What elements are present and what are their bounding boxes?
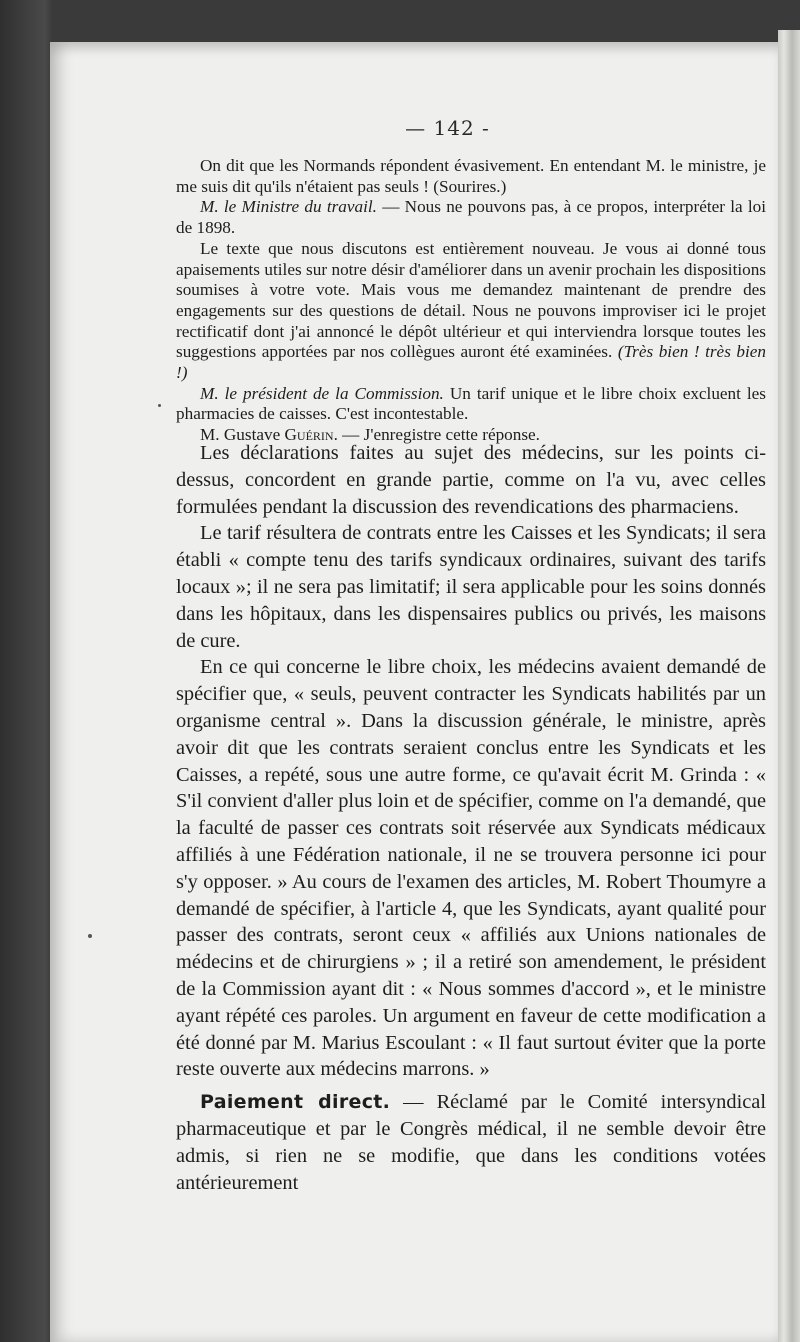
page-number: — 142 - [405, 116, 490, 140]
speaker-commission-president: M. le président de la Commission. [200, 383, 444, 403]
excerpt-paragraph-4 [176, 384, 766, 425]
speaker-guerin-prefix: M. Gustave [200, 425, 285, 445]
page-edge [778, 30, 800, 1342]
speaker-minister: M. le Ministre du travail. [200, 197, 377, 217]
applause-note: (Très bien ! très bien !) [176, 342, 767, 383]
excerpt-paragraph-1: On dit que les Normands répondent évasivement. En entendant M. le ministre, je me suis dit qu'ils n'étaient pas seuls ! (Sourires.) [176, 156, 766, 196]
speaker-guerin-surname: Guérin [284, 425, 334, 445]
excerpt-paragraph-2 [176, 197, 766, 238]
ink-speck [158, 404, 161, 407]
direct-payment-text: — Réclamé par le Comité intersyndical pharmaceutique et par le Congrès médical, il ne semble devoir être admis, si rien ne se modifie, que dans les conditions votées antérieurement [176, 1091, 766, 1194]
section-heading-direct-payment: Paiement direct. [200, 1091, 391, 1114]
body-paragraph-3: En ce qui concerne le libre choix, les médecins avaient demandé de spécifier que, « seuls, peuvent contracter les Syndicats habilités par un organisme central ». Dans la discussion générale, le ministre, après avoir dit que les contrats seraient conclus entre les Syndicats et les Caisses, a repété, sous une autre forme, ce qu'avait écrit M. Grinda : « S'il convient d'aller plus loin et de spécifier, comme on l'a demandé, que la faculté de passer ces contrats soit réservée aux Syndicats médicaux affiliés à une Fédération nationale, il ne se trouvera personne ici pour s'y opposer. » Au cours de l'examen des articles, M. Robert Thoumyre a demandé de spécifier, à l'article 4, que les Syndicats, ayant qualité pour passer des contrats, seront ceux « affiliés aux Unions nationales de médecins et de chirurgiens » ; il a retiré son amendement, le président de la Commission ayant dit : « Nous sommes d'accord », et le ministre ayant répété ces paroles. Un argument en faveur de cette modification a été donné par M. Marius Escoulant : « Il faut surtout éviter que la porte reste ouverte aux médecins marrons. » [176, 656, 766, 1081]
minister-reply: — Nous ne pouvons pas, à ce propos, interpréter la loi de 1898. [176, 197, 767, 238]
body-paragraph-2: Le tarif résultera de contrats entre les Caisses et les Syndicats; il sera établi « compte tenu des tarifs syndicaux ordinaires, suivant des tarifs locaux »; il ne sera pas limitatif; il sera applicable pour les soins donnés dans les hôpitaux, dans les dispensaires publics ou privés, les maisons de cure. [176, 522, 766, 652]
ink-speck [88, 934, 92, 938]
commission-statement: Un tarif unique et le libre choix excluent les pharmacies de caisses. C'est incontestable. [176, 383, 766, 424]
body-paragraph-1: Les déclarations faites au sujet des médecins, sur les points ci-dessus, concordent en grande partie, comme on l'a vu, avec celles formulées pendant la discussion des revendications des pharmaciens. [176, 442, 766, 518]
main-body [176, 440, 766, 1196]
body-paragraph-4 [176, 1089, 766, 1196]
excerpt-paragraph-3 [176, 239, 766, 384]
guerin-statement: . — J'enregistre cette réponse. [333, 425, 540, 445]
minister-statement: Le texte que nous discutons est entièrement nouveau. Je vous ai donné tous apaisements utiles sur notre désir d'améliorer dans un avenir prochain les dispositions soumises à votre vote. Mais vous me demandez maintenant de prendre des engagements sur des questions de détail. Nous ne pouvons improviser ici le projet rectificatif dont j'ai annoncé le dépôt ultérieur et qui interviendra lorsque toutes les suggestions apportées par nos collègues auront été examinées. [176, 238, 766, 362]
debate-excerpt [176, 156, 766, 446]
